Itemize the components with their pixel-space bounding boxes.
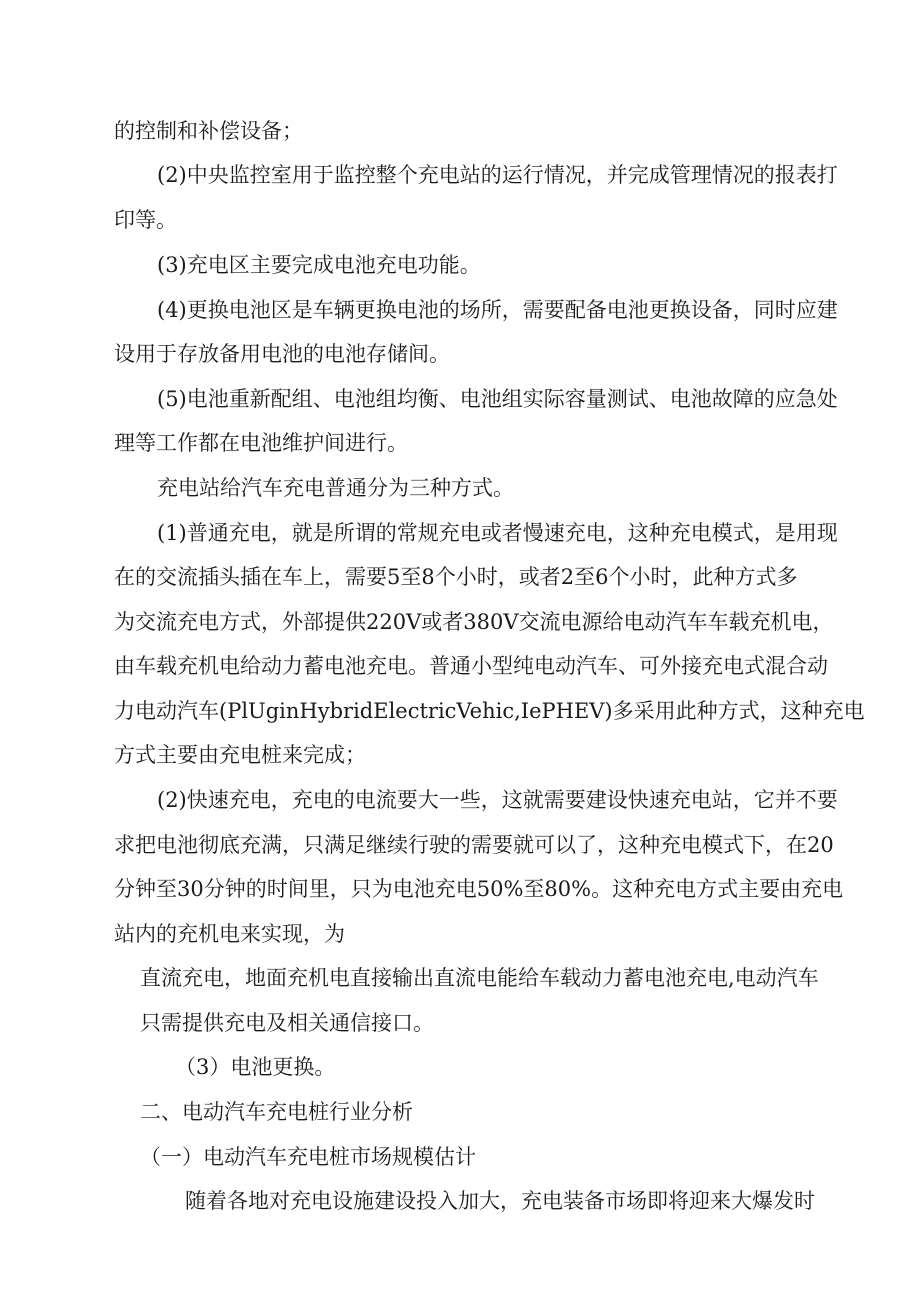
text-line-17: 求把电池彻底充满，只满足继续行驶的需要就可以了，这种充电模式下，在20 [114,833,834,857]
subsection-heading: （一）电动汽车充电桩市场规模估计 [140,1145,476,1169]
text-line-12: 为交流充电方式，外部提供220V或者380V交流电源给电动汽车车载充机电， [114,610,834,634]
text-line-2: (2)中央监控室用于监控整个充电站的运行情况，并完成管理情况的报表打 [157,163,838,187]
text-line-11: 在的交流插头插在车上，需要5至8个小时，或者2至6个小时，此种方式多 [114,565,798,589]
text-line-13: 由车载充机电给动力蓄电池充电。普通小型纯电动汽车、可外接充电式混合动 [114,654,828,678]
text-line-4: (3)充电区主要完成电池充电功能。 [157,253,481,277]
text-line-3: 印等。 [114,208,177,232]
text-line-18: 分钟至30分钟的时间里，只为电池充电50%至80%。这种充电方式主要由充电 [114,877,844,901]
text-line-22: （3）电池更换。 [175,1055,336,1079]
text-line-7: (5)电池重新配组、电池组均衡、电池组实际容量测试、电池故障的应急处 [157,387,838,411]
section-heading: 二、电动汽车充电桩行业分析 [140,1100,413,1124]
text-line-9: 充电站给汽车充电普通分为三种方式。 [157,476,514,500]
text-line-16: (2)快速充电，充电的电流要大一些，这就需要建设快速充电站，它并不要 [157,788,838,812]
text-line-6: 设用于存放备用电池的电池存储间。 [114,342,450,366]
text-line-21: 只需提供充电及相关通信接口。 [140,1011,434,1035]
text-line-14: 力电动汽车(PlUginHybridElectricVehic,IePHEV)多采用此种方式，这种充电 [114,699,865,723]
text-line-19: 站内的充机电来实现，为 [114,922,345,946]
text-line-25: 随着各地对充电设施建设投入加大，充电装备市场即将迎来大爆发时 [185,1189,815,1213]
text-line-1: 的控制和补偿设备； [114,119,303,143]
text-line-10: (1)普通充电，就是所谓的常规充电或者慢速充电，这种充电模式，是用现 [157,521,838,545]
text-line-5: (4)更换电池区是车辆更换电池的场所，需要配备电池更换设备，同时应建 [157,298,838,322]
text-line-15: 方式主要由充电桩来完成； [114,743,366,767]
text-line-8: 理等工作都在电池维护间进行。 [114,431,408,455]
text-line-20: 直流充电，地面充机电直接输出直流电能给车载动力蓄电池充电,电动汽车 [140,966,819,990]
